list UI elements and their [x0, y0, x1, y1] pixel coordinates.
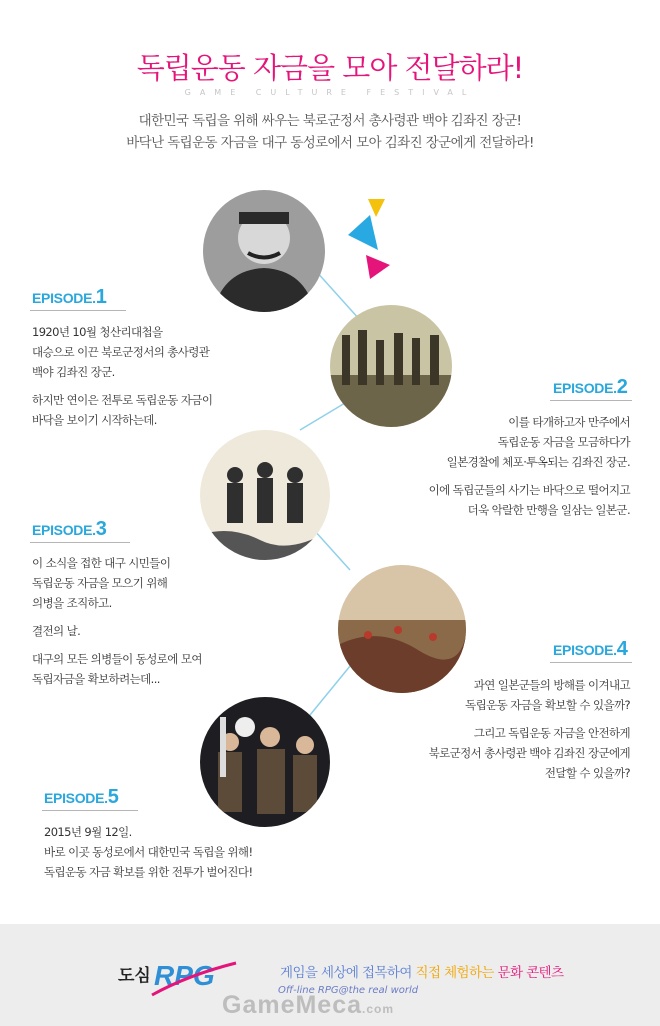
soldiers-photo-1 — [330, 305, 452, 427]
portrait-photo — [203, 190, 325, 312]
gamemeca-watermark: GameMeca.com — [222, 991, 395, 1019]
episode-1-label: EPISODE.1 — [32, 286, 107, 308]
logo-text-korean: 도심 — [118, 966, 151, 986]
episode-5-label: EPISODE.5 — [44, 786, 119, 808]
battle-painting — [338, 565, 466, 693]
episode-5-underline — [42, 810, 138, 811]
logo-text-rpg: RPG — [154, 960, 215, 991]
intro-text — [0, 110, 660, 154]
triangle-yellow — [368, 199, 385, 217]
decorative-triangles — [340, 195, 400, 285]
episode-1-text: 1920년 10월 청산리대첩을 대승으로 이끈 북로군정서의 총사령관 백야 김좌진 장군. 하지만 연이은 전투로 독립운동 자금이 바닥을 보이기 시작하는데. — [32, 325, 213, 427]
triangle-blue — [348, 215, 378, 250]
triangle-pink — [366, 255, 390, 279]
episode-3-label: EPISODE.3 — [32, 518, 107, 540]
episode-2-text: 이를 타개하고자 만주에서 독립운동 자금을 모금하다가 일본경찰에 체포·투옥되는 김좌진 장군. 이에 독립군들의 사기는 바닥으로 떨어지고 더욱 악랄한 만행을 일삼는 일본군. — [428, 415, 630, 517]
episode-4-text: 과연 일본군들의 방해를 이겨내고 독립운동 자금을 확보할 수 있을까? 그리고 독립운동 자금을 안전하게 북로군정서 총사령관 백야 김좌진 장군에게 전달할 수 있을까? — [428, 678, 630, 780]
episode-2-underline — [550, 400, 632, 401]
soldiers-photo-2 — [200, 430, 330, 560]
episode-4-label: EPISODE.4 — [553, 638, 628, 660]
episode-3-text: 이 소식을 접한 대구 시민들이 독립운동 자금을 모으기 위해 의병을 조직하고. 결전의 날. 대구의 모든 의병들이 동성로에 모여 독립자금을 확보하려는데... — [32, 556, 202, 686]
episode-2-label: EPISODE.2 — [553, 376, 628, 398]
intro-line: 바닥난 독립운동 자금을 대구 동성로에서 모아 김좌진 장군에게 전달하라! — [126, 135, 534, 151]
costume-performers-photo — [200, 697, 330, 827]
footer-tagline: 게임을 세상에 접목하여 직접 체험하는 문화 콘텐츠 — [280, 965, 564, 981]
episode-1-underline — [30, 310, 126, 311]
episode-4-underline — [550, 662, 632, 663]
page-title: 독립운동 자금을 모아 전달하라! — [136, 51, 524, 85]
footer-offline-text: Off-line RPG@the real world — [278, 985, 419, 996]
intro-line: 대한민국 독립을 위해 싸우는 북로군정서 총사령관 백야 김좌진 장군! — [138, 113, 522, 129]
page-subtitle: GAME CULTURE FESTIVAL — [184, 88, 476, 97]
episode-5-text: 2015년 9월 12일. 바로 이곳 동성로에서 대한민국 독립을 위해! 독립운동 자금 확보를 위한 전투가 벌어진다! — [44, 825, 253, 879]
episode-3-underline — [30, 542, 130, 543]
